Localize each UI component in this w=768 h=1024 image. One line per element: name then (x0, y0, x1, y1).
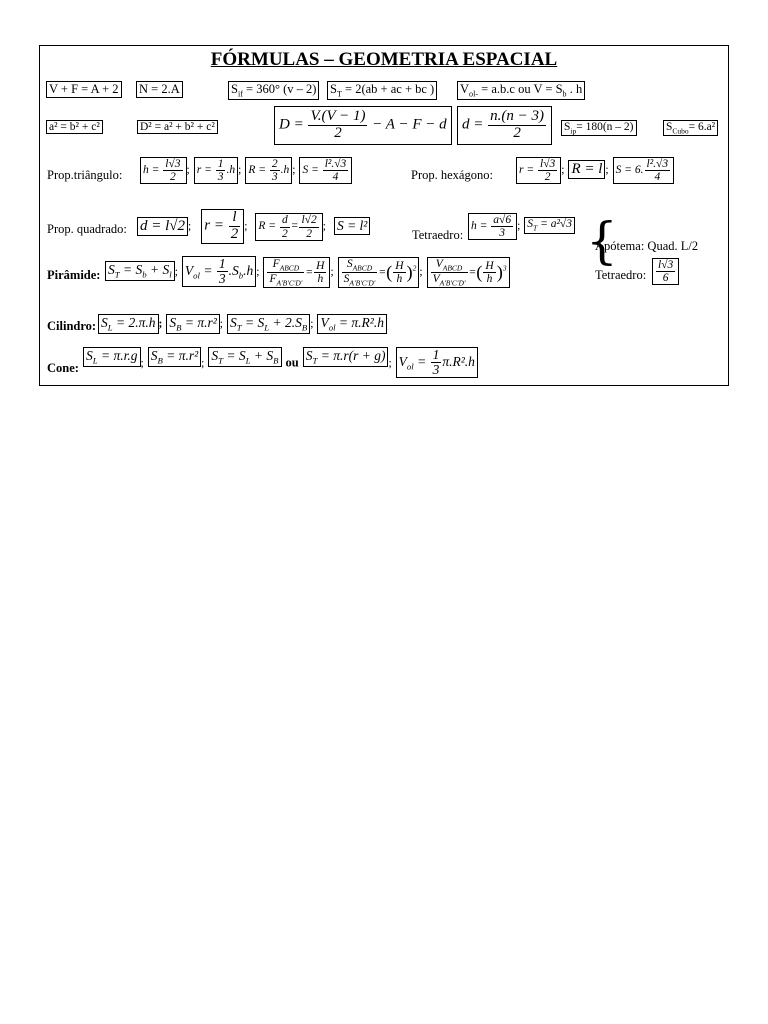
apothem-tetrahedron-label: Tetraedro: (595, 268, 647, 282)
hexagon-formulas: r = $\frac{l√3}{2}$ ; R = l ; S = 6. $\frac{\text{l².√3}}{4}$ (516, 157, 674, 184)
apothem-square-note: Apótema: Quad. L/2 (595, 239, 699, 253)
cylinder-volume: $V_{ol} = \pi.R^2.h$ (317, 314, 387, 334)
triangle-inradius: r = $\frac{1}{3}$ .h (194, 157, 238, 184)
square-diagonal: d = l√2 (137, 217, 188, 236)
page-title: FÓRMULAS – GEOMETRIA ESPACIAL (210, 49, 558, 70)
pyramid-formulas: $S_T = S_b + S_l$ ; $V_{ol}$ = $\frac{1}{3}$ $.S_b.h$ ; $\frac{F_{ABCD}}{F_{A'B'C'D'}}$ = $\frac{H}{h}$ ; $\frac{S_{ABCD}}{S_{A'B'C'D'}}$ =( $\frac{H}{h}$ )$^2$ ; $\frac{V_{ABCD}}{V_{A'B'C'D'}}$ =( $\frac{H}{h}$ )$^3$ (105, 256, 510, 288)
tetrahedron-height: h = $\frac{a√6}{3}$ (468, 213, 517, 240)
triangle-circumradius: R = $\frac{2}{3}$ .h (245, 157, 292, 184)
square-label: Prop. quadrado: (47, 222, 127, 236)
triangle-label: Prop.triângulo: (47, 168, 123, 182)
square-inradius: r = $\frac{l}{2}$ (201, 209, 244, 244)
cone-total-area: $S_T = S_L + S_B$ (208, 347, 281, 367)
internal-angles-sum-formula: $S_{if} = 360^\circ$ (v – 2) (228, 81, 319, 100)
tetrahedron-area: $S_T = a^2√3$ (524, 217, 575, 233)
cone-base-area: $S_B = \pi.r^2$ (148, 347, 201, 367)
hexagon-radius: R = l (568, 160, 605, 179)
square-area: S = l² (334, 217, 370, 235)
cone-volume: $V_{ol}$ = $\frac{1}{3}$ π.R².h (396, 347, 478, 378)
parallelepiped-area-formula: $S_T = 2(ab$ + ac + bc ) (327, 81, 437, 100)
cube-area-formula: $S_{Cubo}= 6.a^2$ (663, 120, 718, 136)
tetrahedron-label: Tetraedro: (412, 228, 464, 242)
cylinder-base-area: $S_B = \pi.r^2$ (166, 314, 219, 334)
triangle-formulas: h = $\frac{l√3}{2}$ ; r = $\frac{1}{3}$ .h ; R = $\frac{2}{3}$ .h ; S = $\frac{\text{l².√3}}{4}$ (140, 157, 352, 184)
apothem-brace: { (586, 212, 618, 270)
cone-label: Cone: (47, 361, 79, 375)
polygon-diagonals-formula: d = $\frac{n.(n - 3)}{2}$ (457, 106, 552, 145)
pyramid-label: Pirâmide: (47, 268, 101, 282)
pyramid-edge-ratio: $\frac{F_{ABCD}}{F_{A'B'C'D'}}$ = $\frac{H}{h}$ (263, 257, 330, 288)
hexagon-area: S = 6. $\frac{\text{l².√3}}{4}$ (613, 157, 674, 184)
cone-formulas: $S_L = \pi.r.g$; $S_B = \pi.r^2$; $S_T = S_L + S_B$ ou $S_T = \pi.r(r + g)$; $V_{ol}$ = $\frac{1}{3}$ π.R².h (83, 347, 478, 378)
tetrahedron-formulas: h = $\frac{a√6}{3}$ ; $S_T = a^2√3$ (468, 213, 575, 240)
triangle-height: h = $\frac{l√3}{2}$ (140, 157, 187, 184)
pyramid-area-ratio: $\frac{S_{ABCD}}{S_{A'B'C'D'}}$ =( $\frac{H}{h}$ )$^2$ (338, 257, 420, 288)
euler-formula: V + F = A + 2 (46, 81, 122, 98)
pyramid-volume-ratio: $\frac{V_{ABCD}}{V_{A'B'C'D'}}$ =( $\frac{H}{h}$ )$^3$ (427, 257, 510, 288)
cylinder-label: Cilindro: (47, 319, 97, 333)
square-circumradius: R = $\frac{d}{2}$ = $\frac{l√2}{2}$ (255, 213, 322, 240)
square-formulas: d = l√2 ; r = $\frac{l}{2}$ ; R = $\frac{d}{2}$ = $\frac{l√2}{2}$ ; S = l² (137, 209, 370, 244)
edges-formula: N = 2.A (136, 81, 183, 98)
polyhedron-diagonals-formula: D = $\frac{V.(V - 1)}{2}$ − A − F − d (274, 106, 452, 145)
hexagon-label: Prop. hexágono: (411, 168, 493, 182)
triangle-area: S = $\frac{\text{l².√3}}{4}$ (299, 157, 352, 184)
cylinder-lateral-area: $S_L = 2.\pi.h$ (98, 314, 159, 334)
cone-lateral-area: $S_L = \pi.r.g$ (83, 347, 141, 367)
apothem-tetrahedron-formula: $\frac{l√3}{6}$ (652, 258, 679, 285)
pythagoras-formula: a² = b² + c² (46, 120, 103, 134)
formula-sheet (39, 45, 729, 386)
or-text: ou (285, 355, 299, 370)
cylinder-formulas: $S_L = 2.\pi.h$ ; $S_B = \pi.r^2$ ; $S_T = S_L + 2.S_B$ ; $V_{ol} = \pi.R^2.h$ (98, 314, 387, 334)
parallelepiped-volume-formula: $V_{ol-} = a.b.c$ ou $V = S_b$ . h (457, 81, 585, 100)
space-diagonal-formula: D² = a² + b² + c² (137, 120, 218, 134)
internal-polygon-sum-formula: $S_{ip}= 180(n - 2)$ (561, 120, 637, 136)
cylinder-total-area: $S_T = S_L + 2.S_B$ (227, 314, 310, 334)
cone-total-area-alt: $S_T = \pi.r(r + g)$ (303, 347, 389, 367)
hexagon-apothem: r = $\frac{l√3}{2}$ (516, 157, 561, 184)
pyramid-total-area: $S_T = S_b + S_l$ (105, 261, 175, 281)
pyramid-volume: $V_{ol}$ = $\frac{1}{3}$ $.S_b.h$ (182, 256, 256, 287)
